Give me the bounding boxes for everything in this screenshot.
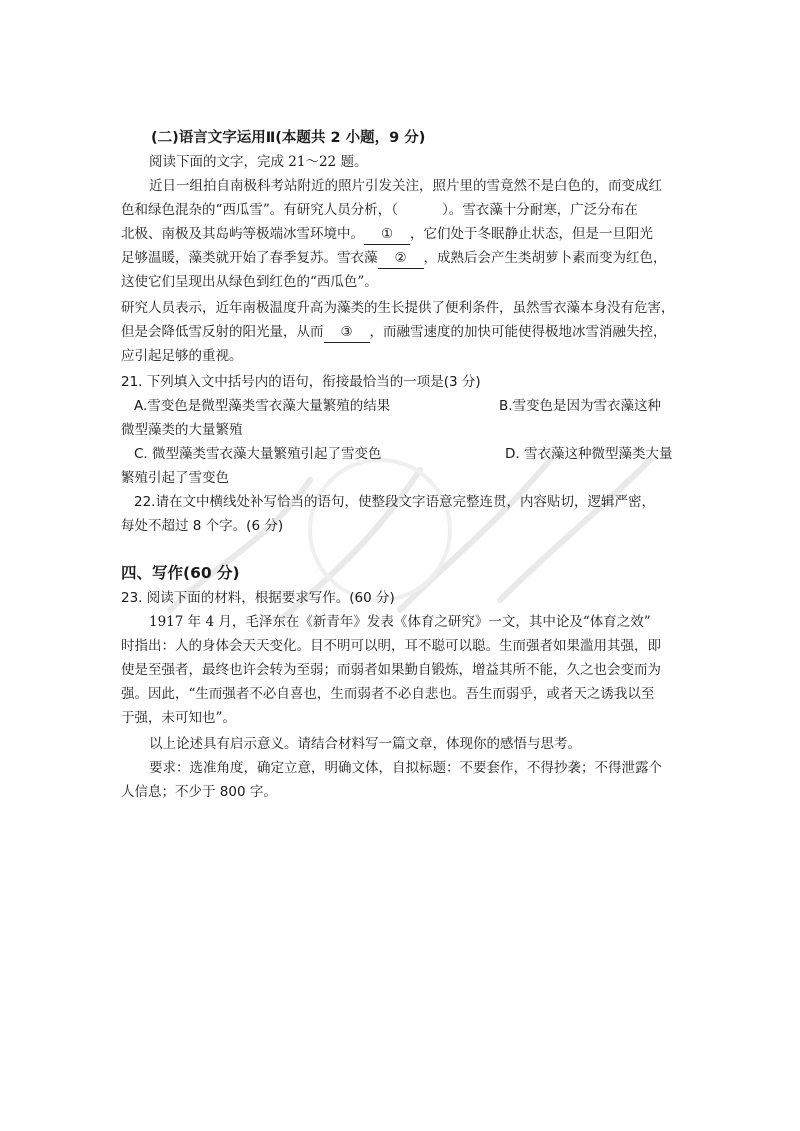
material-line: 使是至强者，最终也许会转为至弱；而弱者如果勤自锻炼，增益其所不能，久之也会变而为	[121, 662, 661, 678]
passage-text: 但是会降低雪反射的阳光量，从而	[121, 324, 324, 340]
passage-text: 色和绿色混杂的“西瓜雪”。有研究人员分析，（	[121, 202, 399, 218]
material-line: 于强，未可知也”。	[121, 710, 236, 726]
instruction-text: 阅读下面的文字，完成 21～22 题。	[149, 154, 368, 170]
passage-text: ，它们处于冬眠静止状态，但是一旦阳光	[410, 226, 653, 242]
passage-text: ）。雪衣藻十分耐寒，广泛分布在	[442, 202, 638, 218]
material-line: 1917 年 4 月，毛泽东在《新青年》发表《体育之研究》一文，其中论及“体育之效”	[149, 614, 651, 630]
option-b-continued: 微型藻类的大量繁殖	[121, 422, 243, 438]
question-23-stem: 23. 阅读下面的材料，根据要求写作。(60 分)	[121, 590, 395, 606]
passage-text: ，成熟后会产生类胡萝卜素而变为红色，	[423, 250, 667, 266]
passage-line: 研究人员表示，近年南极温度升高为藻类的生长提供了便利条件，虽然雪衣藻本身没有危害，	[121, 300, 675, 316]
passage-text: ，而融雪速度的加快可能使得极地冰雪消融失控，	[369, 324, 667, 340]
blank-2: ②	[378, 248, 424, 269]
passage-text: 北极、南极及其岛屿等极端冰雪环境中。	[121, 226, 364, 242]
question-stem: 22.请在文中横线处补写恰当的语句，使整段文字语意完整连贯，内容贴切，逻辑严密，	[134, 494, 655, 510]
passage-text: 足够温暖，藻类就开始了春季复苏。雪衣藻	[121, 250, 378, 266]
option-b: B.雪变色是因为雪衣藻这种	[499, 398, 662, 414]
question-stem-continued: 每处不超过 8 个字。(6 分)	[121, 518, 284, 534]
writing-task: 以上论述具有启示意义。请结合材料写一篇文章，体现你的感悟与思考。	[149, 736, 581, 752]
passage-line: 这使它们呈现出从绿色到红色的“西瓜色”。	[121, 274, 378, 290]
writing-requirements-continued: 人信息；不少于 800 字。	[121, 784, 277, 800]
passage-line: 应引起足够的重视。	[121, 348, 243, 364]
passage-line	[121, 224, 653, 245]
option-c: C. 微型藻类雪衣藻大量繁殖引起了雪变色	[134, 446, 382, 462]
option-d: D. 雪衣藻这种微型藻类大量	[505, 446, 673, 462]
blank-1: ①	[364, 224, 410, 245]
blank-3: ③	[324, 322, 370, 343]
section-heading: 四、写作(60 分)	[121, 564, 240, 582]
passage-line	[121, 322, 667, 343]
material-line: 强。因此，“生而强者不必自喜也，生而弱者不必自悲也。吾生而弱乎，或者天之诱我以至	[121, 686, 655, 702]
question-stem: 21. 下列填入文中括号内的语句，衔接最恰当的一项是(3 分)	[121, 374, 481, 390]
passage-line	[121, 200, 638, 220]
section-heading: (二)语言文字运用Ⅱ(本题共 2 小题，9 分)	[151, 130, 426, 146]
material-line: 时指出：人的身体会天天变化。目不明可以明，耳不聪可以聪。生而强者如果滥用其强，即	[121, 638, 661, 654]
writing-requirements: 要求：选准角度，确定立意，明确文体，自拟标题：不要套作，不得抄袭；不得泄露个	[149, 760, 662, 776]
option-d-continued: 繁殖引起了雪变色	[121, 470, 229, 486]
passage-line	[121, 248, 667, 269]
option-a: A.雪变色是微型藻类雪衣藻大量繁殖的结果	[134, 398, 391, 414]
passage-line: 近日一组拍自南极科考站附近的照片引发关注，照片里的雪竟然不是白色的，而变成红	[149, 178, 662, 194]
